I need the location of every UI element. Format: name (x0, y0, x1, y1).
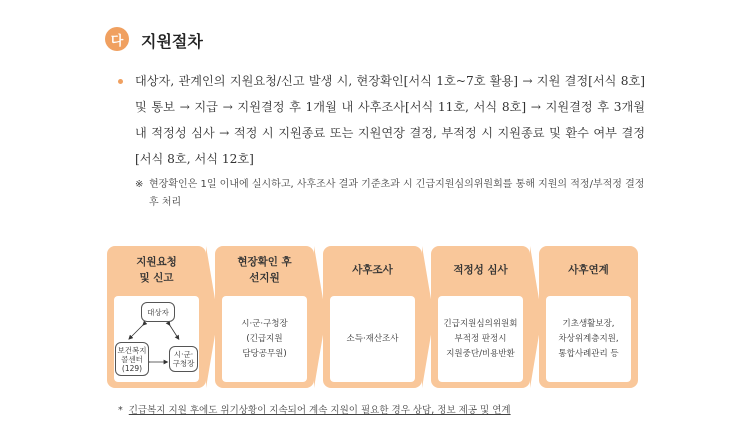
note-mark: ※ (135, 179, 144, 190)
step-card-inspection (215, 246, 314, 388)
step-title: 현장확인 후 선지원 (237, 256, 292, 284)
section-badge: 다 (105, 27, 129, 51)
step-card-followup (323, 246, 422, 388)
step-body: 기초생활보장, 차상위계층지원, 통합사례관리 등 (546, 296, 631, 382)
request-diagram (114, 296, 199, 382)
diagram-callcenter: 보건복지 콜센터 (129) (115, 342, 149, 376)
step-title: 적정성 심사 (453, 264, 508, 276)
diagram-target: 대상자 (141, 302, 175, 322)
note (135, 176, 655, 212)
procedure-text: 대상자, 관계인의 지원요청/신고 발생 시, 현장확인[서식 1호~7호 활용] → 지원 결정[서식 8호] 및 통보 → 지급 → 지원결정 후 1개월 내 사후조사[서식 11호, 서식 8호] → 지원결정 후 3개월 내 적정성 심사 → 적정 시 지원종료 또는 지원연장 결정, 부적정 시 지원종료 및 환수 여부 결정[서식 8호, 서식 12호] (135, 74, 645, 166)
footnote-mark: * (118, 405, 123, 416)
step-card-request (107, 246, 206, 388)
bullet-dot (118, 79, 123, 84)
step-title: 사후연계 (568, 264, 609, 276)
step-body: 소득·재산조사 (330, 296, 415, 382)
step-title: 지원요청 및 신고 (136, 256, 177, 284)
step-body (114, 296, 199, 382)
step-body: 긴급지원심의위원회 부적정 판정시 지원중단/비용반환 (438, 296, 523, 382)
step-card-review (431, 246, 530, 388)
step-body: 시·군·구청장 (긴급지원 담당공무원) (222, 296, 307, 382)
diagram-mayor: 시·군· 구청장 (169, 346, 198, 372)
footnote (118, 402, 511, 416)
step-card-linkage (539, 246, 638, 388)
footnote-text: 긴급복지 지원 후에도 위기상황이 지속되어 계속 지원이 필요한 경우 상담, 정보 제공 및 연계 (128, 405, 511, 416)
note-text: 현장확인은 1일 이내에 실시하고, 사후조사 결과 기준초과 시 긴급지원심의위원회를 통해 지원의 적정/부적정 결정 후 처리 (149, 179, 645, 208)
step-title: 사후조사 (352, 264, 393, 276)
section-title: 지원절차 (141, 32, 203, 51)
